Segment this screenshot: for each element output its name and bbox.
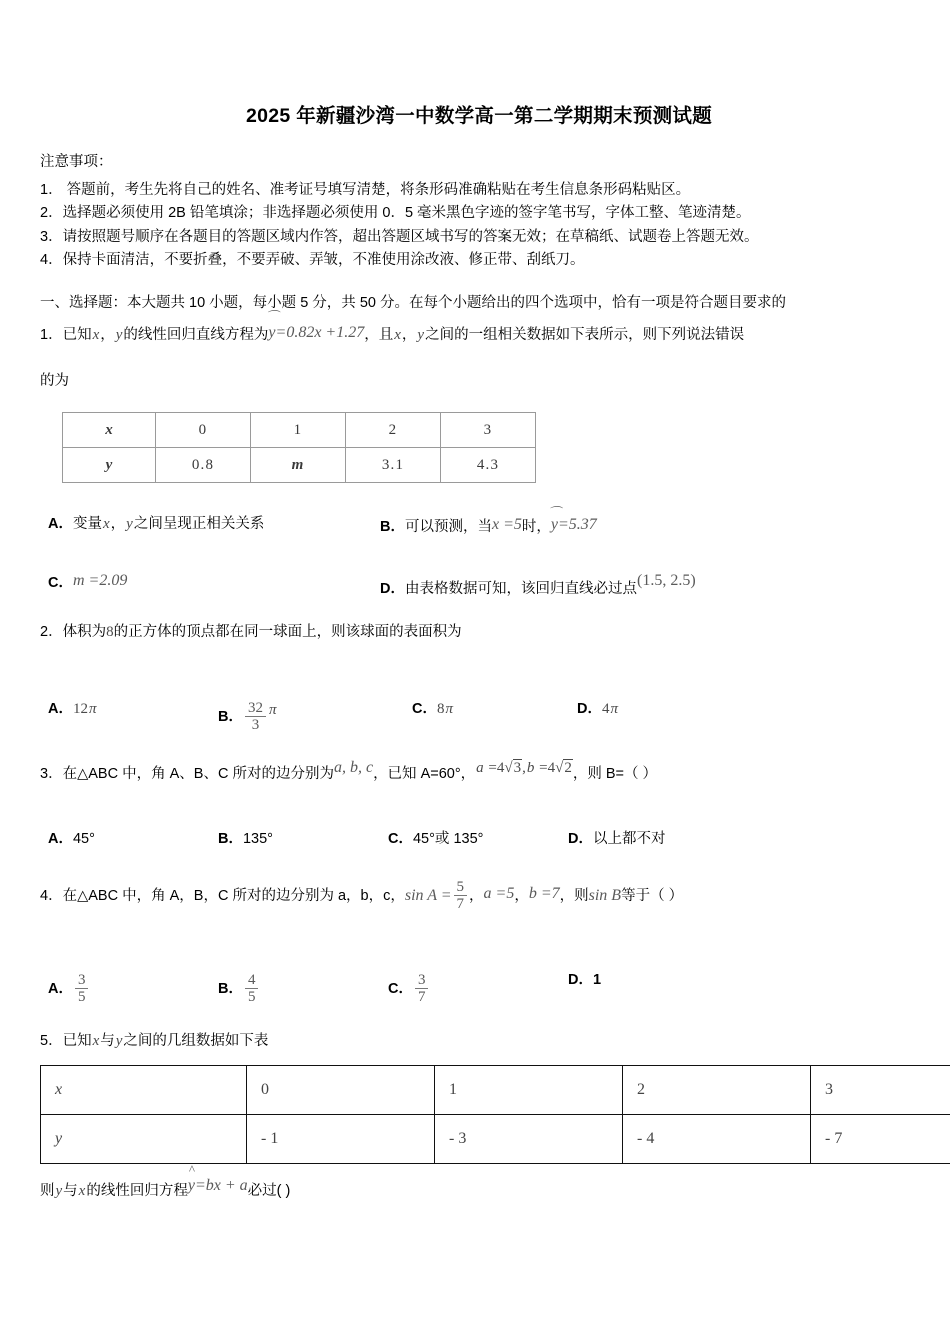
q2-option-c-label: C． [412, 700, 437, 717]
q5-footer-var-x: x [78, 1182, 86, 1199]
q4-option-b-label: B． [218, 981, 243, 998]
q5-text-3: 之间的几组数据如下表 [123, 1033, 269, 1050]
q4-option-b-denominator: 5 [245, 988, 259, 1005]
q2-option-a-label: A． [48, 700, 73, 717]
q4-given-b: b =7 [528, 884, 560, 902]
q2-text-1: 体积为 [62, 624, 107, 641]
q1-number: 1． [40, 327, 63, 344]
page-title: 2025 年新疆沙湾一中数学高一第二学期期末预测试题 [245, 105, 713, 127]
q4-sinA-numerator: 5 [456, 878, 465, 895]
q4-sinA [404, 878, 469, 913]
question-5-data-table [40, 1065, 950, 1164]
q1-var-y: y [115, 327, 123, 344]
q5-text-2: 与 [100, 1033, 115, 1050]
q4-option-a[interactable] [48, 972, 90, 1005]
q3-text-1: 在△ABC 中，角 A、B、C 所对的边分别为 [62, 765, 334, 782]
table-cell-y-3: 4.3 [441, 448, 536, 483]
q1-option-b-text2: 时， [521, 519, 551, 536]
notice-item-1: 1． 答题前，考生先将自己的姓名、准考证号填写清楚，将条形码准确粘贴在考生信息条形码粘贴区。 [40, 181, 691, 198]
q3-option-a-text: 45° [72, 830, 95, 847]
q3-given-sides: a =4√3,b =4√2 [476, 759, 572, 776]
q2-option-a-value: 12 [72, 700, 88, 717]
q2-option-a-unit: π [88, 700, 97, 717]
q2-option-b-fraction [245, 700, 266, 733]
q1-option-a-label: A． [48, 516, 73, 533]
q4-text-comma: ， [514, 887, 529, 904]
q3-text-2: ，已知 A=60°， [373, 765, 476, 782]
q3-sides: a, b, c [333, 758, 374, 776]
q1-text-3: ，且 [364, 327, 394, 344]
question-2 [40, 619, 918, 735]
section-heading: 一、选择题：本大题共 10 小题，每小题 5 分，共 50 分。在每个小题给出的四个选项中，恰有一项是符合题目要求的 [40, 294, 786, 311]
q1-hat-icon: ⌒ [265, 309, 279, 325]
q5-var-x: x [92, 1033, 100, 1050]
q1-text-2: 的线性回归直线方程为 [123, 327, 269, 344]
question-1-stem-cont: 的为 [40, 372, 69, 389]
q3-option-a[interactable] [48, 831, 95, 848]
q3-option-c-text: 45°或 135° [412, 830, 484, 847]
q5-footer-var-y: y [55, 1182, 63, 1199]
question-4-options [40, 936, 918, 1010]
q4-text-2: ， [469, 887, 484, 904]
notice-item-2: 2．选择题必须使用 2B 铅笔填涂；非选择题必须使用 0．5 毫米黑色字迹的签字笔书写，字体工整、笔迹清楚。 [40, 205, 751, 222]
q2-option-b-denominator: 3 [245, 716, 266, 733]
q5-text-1: 已知 [62, 1033, 92, 1050]
q1-option-a-var2: y [126, 516, 133, 533]
question-5-stem [40, 1028, 918, 1054]
question-1-stem [40, 309, 918, 348]
q1-comma: ， [100, 327, 115, 344]
q3-option-b[interactable] [218, 831, 273, 848]
q2-option-b-unit: π [268, 702, 277, 719]
notice-item-3: 3．请按照题号顺序在各题目的答题区域内作答，超出答题区域书写的答案无效；在草稿纸、试题卷上答题无效。 [40, 228, 759, 245]
q5-footer-text-3: 的线性回归方程 [86, 1182, 188, 1199]
q3-option-d[interactable] [568, 831, 665, 848]
q5-footer-text-1: 则 [40, 1182, 55, 1199]
q4-option-a-label: A． [48, 981, 73, 998]
q2-option-c-value: 8 [436, 700, 445, 717]
table-row-label-x: x [63, 413, 156, 448]
question-5 [40, 1028, 918, 1204]
question-3 [40, 754, 918, 867]
q4-option-b[interactable] [218, 972, 260, 1005]
q1-text-4: 之间的一组相关数据如下表所示，则下列说法错误 [425, 327, 745, 344]
table-row [63, 448, 536, 483]
q4-option-c-fraction [415, 972, 429, 1005]
q4-option-a-numerator: 3 [77, 972, 86, 989]
question-5-footer [40, 1161, 918, 1204]
q4-option-c[interactable] [388, 972, 430, 1005]
q3-option-c[interactable] [388, 831, 483, 848]
table-cell-x-3: 3 [441, 413, 536, 448]
q2-option-c[interactable] [412, 700, 454, 718]
q1-option-b-hat-icon: ⌒ [547, 505, 561, 521]
q1-text-1: 已知 [62, 327, 92, 344]
table-row [41, 1065, 950, 1114]
q1-option-b-eq2: ⌒ y=5.37 [547, 505, 597, 534]
q4-sinA-denominator: 7 [454, 895, 468, 912]
table-row [63, 413, 536, 448]
q5-footer-text-2: 与 [63, 1182, 78, 1199]
table-cell-y-1: - 3 [435, 1114, 623, 1163]
q1-option-a-var1: x [102, 516, 110, 533]
q1-option-a-text: 变量 [72, 516, 102, 533]
question-1-options [40, 507, 918, 613]
table-row-label-x: x [41, 1065, 247, 1114]
q1-option-d-point: (1.5, 2.5) [636, 572, 696, 590]
table-row-label-y: y [41, 1114, 247, 1163]
q2-option-d[interactable] [577, 700, 619, 718]
q1-comma-2: ， [401, 327, 417, 344]
question-1-data-table [62, 412, 536, 483]
q1-regression-equation: ⌒ y=0.82x +1.27 [265, 309, 365, 342]
q1-option-d[interactable] [380, 571, 696, 598]
q2-option-b-label: B． [218, 708, 243, 725]
q5-footer-text-4: 必过( ) [247, 1182, 291, 1199]
q3-option-d-text: 以上都不对 [592, 830, 666, 847]
q2-number: 2． [40, 624, 63, 641]
q4-sinA-label: sin A = [404, 886, 452, 904]
table-cell-x-0: 0 [247, 1065, 435, 1114]
notice-item-4: 4．保持卡面清洁，不要折叠，不要弄破、弄皱，不准使用涂改液、修正带、刮纸刀。 [40, 252, 585, 269]
table-cell-y-3: - 7 [811, 1114, 950, 1163]
q5-var-y: y [115, 1033, 123, 1050]
q1-option-c-eq: m =2.09 [72, 572, 128, 590]
q2-option-a[interactable] [48, 700, 98, 718]
q3-option-b-label: B． [218, 830, 243, 847]
q1-var-x-2: x [394, 327, 401, 344]
q4-option-d-text: 1 [592, 972, 602, 989]
q1-option-b-eq1: x =5 [491, 516, 522, 534]
q4-given-a: a =5 [483, 884, 515, 902]
table-cell-x-1: 1 [435, 1065, 623, 1114]
q3-option-d-label: D． [568, 830, 593, 847]
q2-option-d-unit: π [610, 700, 618, 717]
table-cell-x-2: 2 [623, 1065, 811, 1114]
question-2-options [40, 670, 918, 736]
q1-option-d-label: D． [380, 581, 405, 598]
q1-option-b[interactable] [380, 505, 597, 536]
q4-text-1: 在△ABC 中，角 A，B，C 所对的边分别为 a，b，c， [62, 887, 405, 904]
question-4 [40, 879, 918, 1010]
table-cell-x-0: 0 [156, 413, 251, 448]
table-cell-y-2: - 4 [623, 1114, 811, 1163]
q4-number: 4． [40, 887, 63, 904]
q2-option-d-label: D． [577, 700, 602, 717]
q1-option-a[interactable] [48, 515, 264, 533]
q1-var-y-2: y [417, 327, 425, 344]
table-cell-x-3: 3 [811, 1065, 950, 1114]
q4-option-b-numerator: 4 [247, 972, 256, 989]
question-1 [40, 309, 918, 613]
q5-regression-equation: ^ y=bx + a [187, 1161, 248, 1194]
q2-option-b[interactable] [218, 700, 278, 733]
q4-option-a-denominator: 5 [75, 988, 89, 1005]
question-3-stem [40, 754, 918, 787]
q4-option-d-label: D． [568, 972, 593, 989]
q3-text-3: ，则 B=（ ） [572, 765, 658, 782]
table-cell-x-1: 1 [251, 413, 346, 448]
q2-option-b-numerator: 32 [247, 699, 263, 716]
q2-option-d-value: 4 [601, 700, 610, 717]
q4-text-4: 等于（ ） [621, 887, 684, 904]
q4-sinB: sin B [588, 886, 622, 904]
q3-number: 3． [40, 765, 63, 782]
q1-option-b-label: B． [380, 519, 405, 536]
table-cell-x-2: 2 [346, 413, 441, 448]
q1-option-b-text: 可以预测，当 [404, 519, 492, 536]
q4-option-c-label: C． [388, 981, 413, 998]
q1-option-c[interactable] [48, 571, 127, 592]
q1-option-c-label: C． [48, 575, 73, 592]
table-cell-y-0: - 1 [247, 1114, 435, 1163]
q4-text-3: ，则 [559, 887, 589, 904]
table-cell-y-2: 3.1 [346, 448, 441, 483]
table-row [41, 1114, 950, 1163]
q3-option-a-label: A． [48, 830, 73, 847]
q1-option-d-text: 由表格数据可知，该回归直线必过点 [404, 581, 637, 598]
question-3-options [40, 807, 918, 867]
table-cell-y-1: m [251, 448, 346, 483]
q1-option-a-text2: 之间呈现正相关关系 [133, 516, 265, 533]
q2-value: 8 [106, 624, 114, 641]
notice-block [40, 151, 918, 272]
q2-option-c-unit: π [445, 700, 453, 717]
q4-option-c-denominator: 7 [415, 988, 429, 1005]
q1-var-x: x [92, 327, 100, 344]
document-content [40, 104, 918, 1204]
table-cell-y-0: 0.8 [156, 448, 251, 483]
question-4-stem [40, 879, 918, 912]
q3-option-c-label: C． [388, 830, 413, 847]
table-row-label-y: y [63, 448, 156, 483]
q5-hat-icon: ^ [188, 1161, 195, 1177]
q4-option-b-fraction [245, 972, 259, 1005]
question-2-stem [40, 619, 918, 645]
q4-option-c-numerator: 3 [417, 972, 426, 989]
q4-option-d[interactable] [568, 972, 601, 989]
notice-heading: 注意事项： [40, 154, 113, 171]
q5-number: 5． [40, 1033, 63, 1050]
q3-option-b-text: 135° [242, 830, 273, 847]
q1-option-a-sep: ， [110, 516, 126, 533]
q2-text-2: 的正方体的顶点都在同一球面上，则该球面的表面积为 [113, 624, 462, 641]
q4-option-a-fraction [75, 972, 89, 1005]
